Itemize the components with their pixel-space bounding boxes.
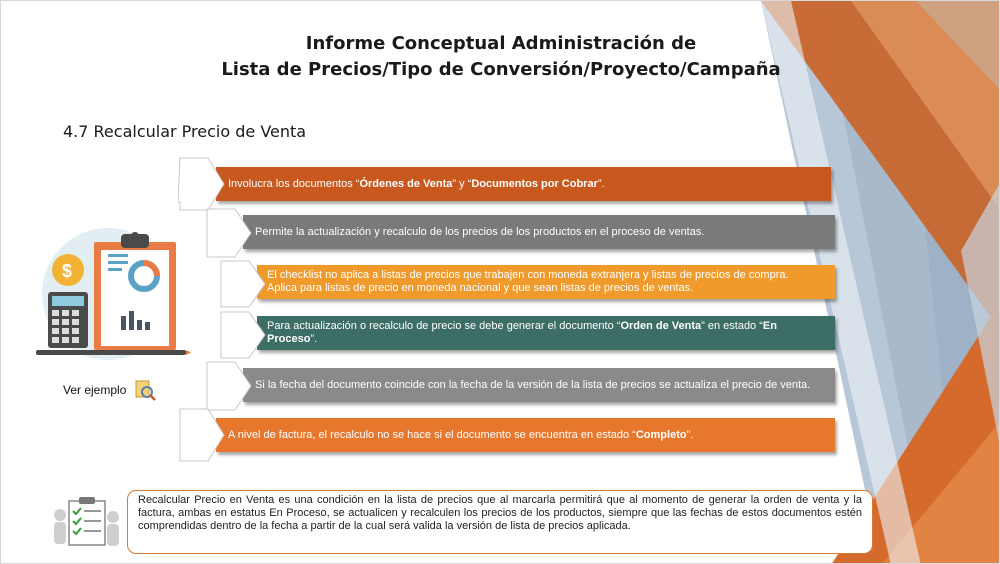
step-arrow-marker bbox=[219, 259, 267, 309]
finance-clipboard-icon bbox=[36, 226, 191, 366]
step-item bbox=[243, 368, 835, 402]
step-text: A nivel de factura, el recalculo no se hace si el documento se encuentra en estado “Completo”. bbox=[228, 428, 694, 441]
step-item bbox=[216, 167, 831, 201]
ver-ejemplo-link[interactable]: Ver ejemplo bbox=[63, 383, 127, 397]
svg-text:$: $ bbox=[62, 261, 73, 281]
magnifier-document-icon[interactable] bbox=[134, 379, 156, 401]
checklist-people-icon bbox=[51, 495, 123, 553]
step-item bbox=[216, 418, 835, 452]
step-arrow-marker bbox=[178, 156, 226, 212]
step-item bbox=[257, 265, 835, 299]
step-text: Para actualización o recalculo de precio se debe generar el documento “Orden de Venta” en estado “En Proceso”. bbox=[267, 320, 777, 345]
title-line-1: Informe Conceptual Administración de bbox=[305, 33, 697, 54]
step-arrow-marker bbox=[219, 310, 267, 360]
step-arrow-marker bbox=[205, 207, 253, 259]
slide-title bbox=[151, 31, 851, 83]
title-line-2: Lista de Precios/Tipo de Conversión/Proyecto/Campaña bbox=[221, 59, 781, 80]
info-note: Recalcular Precio en Venta es una condición en la lista de precios que al marcarla permitirá que al momento de generar la orden de venta y la factura, ambas en estatus En Proceso, se actualicen y recalculen los precios de los productos, siempre que las fechas de estos documentos estén comprendidas dentro de la fecha a partir de la cual será valida la versión de lista de precios aplicada. bbox=[127, 490, 873, 554]
step-item bbox=[243, 215, 835, 249]
step-arrow-marker bbox=[205, 360, 253, 412]
step-item bbox=[257, 316, 835, 350]
section-heading: 4.7 Recalcular Precio de Venta bbox=[63, 122, 307, 141]
step-text: Involucra los documentos “Órdenes de Venta” y “Documentos por Cobrar”. bbox=[228, 177, 605, 190]
step-arrow-marker bbox=[178, 407, 226, 463]
step-text: Permite la actualización y recalculo de los precios de los productos en el proceso de ventas. bbox=[255, 225, 705, 238]
step-text: Si la fecha del documento coincide con la fecha de la versión de la lista de precios se actualiza el precio de venta. bbox=[255, 378, 811, 391]
step-text: El checklist no aplica a listas de precios que trabajen con moneda extranjera y listas de precios de compra. Aplica para listas de precio en moneda nacional y que sean listas de precios de ventas. bbox=[267, 269, 789, 294]
